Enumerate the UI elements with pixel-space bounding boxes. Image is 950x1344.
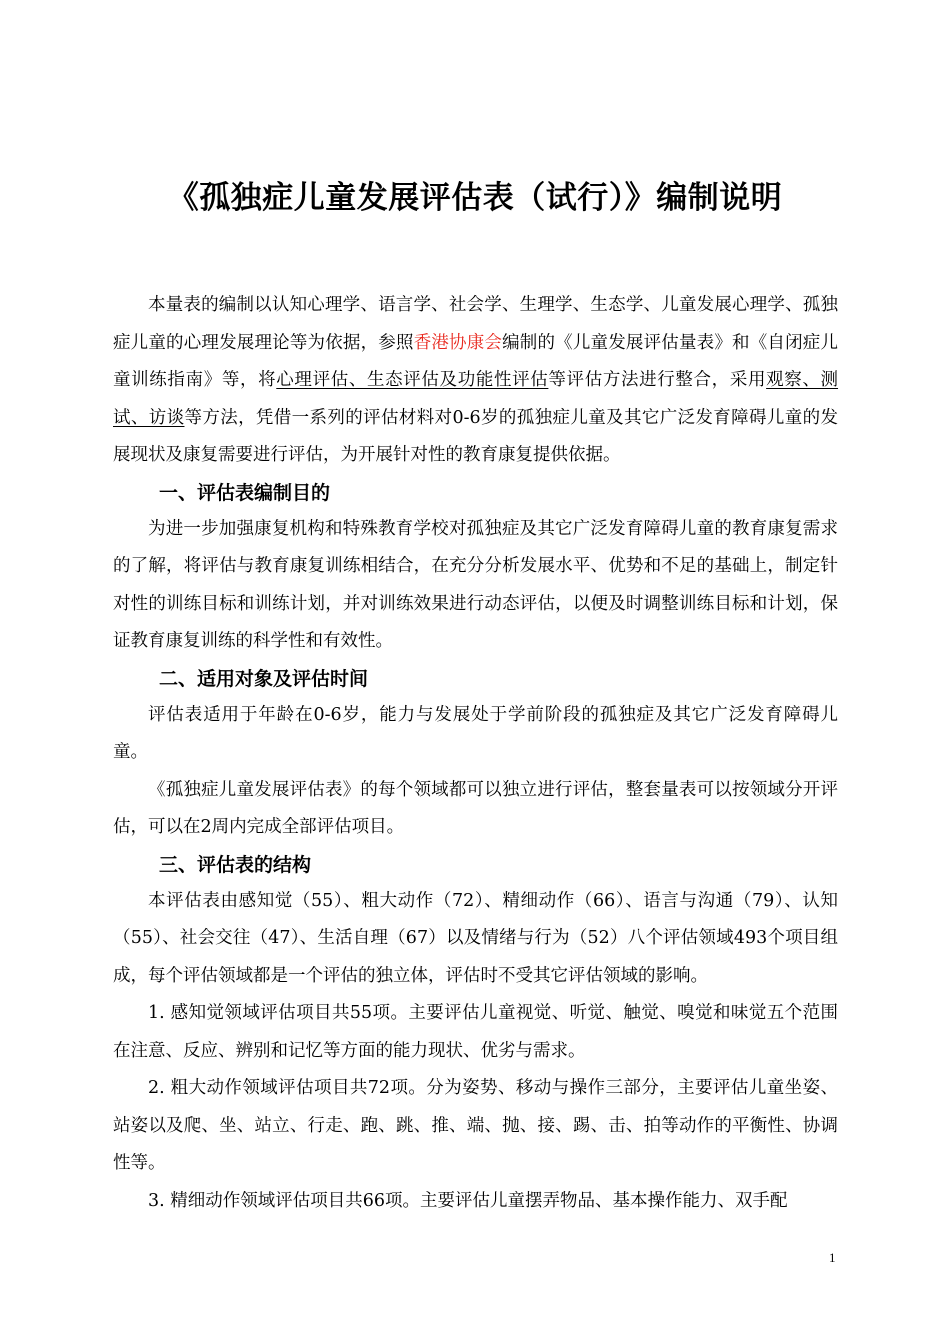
document-title: 《孤独症儿童发展评估表（试行）》编制说明	[167, 180, 783, 216]
scope-paragraph-2: 《孤独症儿童发展评估表》的每个领域都可以独立进行评估，整套量表可以按领域分开评估，可以在2周内完成全部评估项目。	[113, 779, 838, 837]
assessment-means: 观察、测试、访谈	[113, 370, 839, 428]
intro-text-3: 等评估方法进行整合，采用	[548, 370, 767, 390]
structure-item-gross-motor: 2. 粗大动作领域评估项目共72项。分为姿势、移动与操作三部分，主要评估儿童坐姿、站姿以及爬、坐、站立、行走、跑、跳、推、端、抛、接、踢、击、拍等动作的平衡性、协调性等。	[113, 1078, 838, 1173]
intro-text-2: 编制的《儿童发展评估量表》和《自闭症儿童训练指南》等，将	[113, 332, 838, 390]
structure-item-perception: 1. 感知觉领域评估项目共55项。主要评估儿童视觉、听觉、触觉、嗅觉和味觉五个范围在注意、反应、辨别和记忆等方面的能力现状、优劣与需求。	[113, 1003, 838, 1061]
purpose-paragraph: 为进一步加强康复机构和特殊教育学校对孤独症及其它广泛发育障碍儿童的教育康复需求的了解，将评估与教育康复训练相结合，在充分分析发展水平、优势和不足的基础上，制定针对性的训练目标和训练计划，并对训练效果进行动态评估，以便及时调整训练目标和计划，保证教育康复训练的科学性和有效性。	[113, 518, 838, 651]
assessment-methods: 心理评估、生态评估及功能性评估	[276, 370, 549, 390]
section-heading-structure: 三、评估表的结构	[159, 853, 312, 876]
section-heading-scope: 二、适用对象及评估时间	[159, 667, 369, 690]
organization-name: 香港协康会	[413, 332, 503, 353]
intro-text-4: 等方法，凭借一系列的评估材料对0-6岁的孤独症儿童及其它广泛发育障碍儿童的发展现状及康复需要进行评估，为开展针对性的教育康复提供依据。	[113, 407, 838, 465]
page-number: 1	[829, 1250, 836, 1265]
structure-item-fine-motor: 3. 精细动作领域评估项目共66项。主要评估儿童摆弄物品、基本操作能力、双手配	[148, 1190, 788, 1211]
intro-text-1: 本量表的编制以认知心理学、语言学、社会学、生理学、生态学、儿童发展心理学、孤独症儿童的心理发展理论等为依据，参照	[113, 295, 838, 353]
structure-paragraph: 本评估表由感知觉（55）、粗大动作（72）、精细动作（66）、语言与沟通（79）、认知（55）、社会交往（47）、生活自理（67）以及情绪与行为（52）八个评估领域493个项目组成，每个评估领域都是一个评估的独立体，评估时不受其它评估领域的影响。	[113, 890, 838, 986]
scope-paragraph-1: 评估表适用于年龄在0-6岁，能力与发展处于学前阶段的孤独症及其它广泛发育障碍儿童。	[113, 704, 838, 762]
section-heading-purpose: 一、评估表编制目的	[159, 481, 331, 504]
intro-paragraph	[113, 287, 838, 475]
document-body	[113, 287, 838, 1220]
